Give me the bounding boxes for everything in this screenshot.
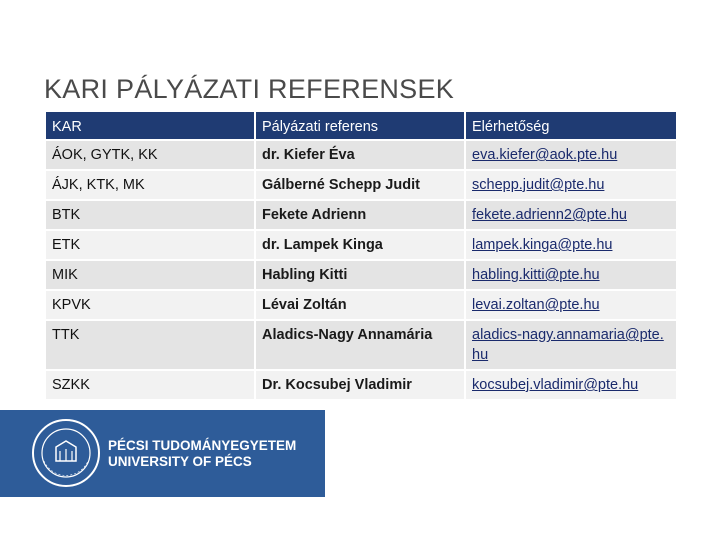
faculty-cell: ÁOK, GYTK, KK xyxy=(46,141,256,171)
faculty-cell: ÁJK, KTK, MK xyxy=(46,171,256,201)
email-link[interactable]: aladics-nagy.annamaria@pte.hu xyxy=(472,327,664,363)
table-row xyxy=(46,371,676,401)
referent-cell: dr. Kiefer Éva xyxy=(256,141,466,171)
email-cell xyxy=(466,371,676,401)
email-cell xyxy=(466,261,676,291)
faculty-cell: KPVK xyxy=(46,291,256,321)
university-name xyxy=(108,438,296,470)
email-link[interactable]: fekete.adrienn2@pte.hu xyxy=(472,207,627,223)
referents-table xyxy=(46,112,676,401)
email-link[interactable]: habling.kitti@pte.hu xyxy=(472,267,600,283)
header-faculty: KAR xyxy=(46,112,256,141)
email-cell xyxy=(466,321,676,371)
university-name-hu: PÉCSI TUDOMÁNYEGYETEM xyxy=(108,438,297,453)
table-header-row xyxy=(46,112,676,141)
email-link[interactable]: kocsubej.vladimir@pte.hu xyxy=(472,377,639,393)
table-row xyxy=(46,141,676,171)
email-cell xyxy=(466,141,676,171)
referent-cell: dr. Lampek Kinga xyxy=(256,231,466,261)
faculty-cell: TTK xyxy=(46,321,256,371)
email-cell xyxy=(466,201,676,231)
email-link[interactable]: eva.kiefer@aok.pte.hu xyxy=(472,147,618,163)
email-cell xyxy=(466,291,676,321)
table-row xyxy=(46,171,676,201)
referent-cell: Gálberné Schepp Judit xyxy=(256,171,466,201)
table-row xyxy=(46,291,676,321)
referent-cell: Lévai Zoltán xyxy=(256,291,466,321)
faculty-cell: SZKK xyxy=(46,371,256,401)
email-link[interactable]: lampek.kinga@pte.hu xyxy=(472,237,613,253)
referent-cell: Dr. Kocsubej Vladimir xyxy=(256,371,466,401)
page-title: KARI PÁLYÁZATI REFERENSEK xyxy=(44,74,455,104)
email-cell xyxy=(466,231,676,261)
email-link[interactable]: levai.zoltan@pte.hu xyxy=(472,297,600,313)
referent-cell: Fekete Adrienn xyxy=(256,201,466,231)
header-referent: Pályázati referens xyxy=(256,112,466,141)
university-seal-icon xyxy=(30,417,102,489)
faculty-cell: BTK xyxy=(46,201,256,231)
header-contact: Elérhetőség xyxy=(466,112,676,141)
table-row xyxy=(46,321,676,371)
referent-cell: Habling Kitti xyxy=(256,261,466,291)
university-name-en: UNIVERSITY OF PÉCS xyxy=(108,454,252,469)
faculty-cell: ETK xyxy=(46,231,256,261)
referent-cell: Aladics-Nagy Annamária xyxy=(256,321,466,371)
table-row xyxy=(46,231,676,261)
email-link[interactable]: schepp.judit@pte.hu xyxy=(472,177,605,193)
table-row xyxy=(46,201,676,231)
table-row xyxy=(46,261,676,291)
faculty-cell: MIK xyxy=(46,261,256,291)
email-cell xyxy=(466,171,676,201)
